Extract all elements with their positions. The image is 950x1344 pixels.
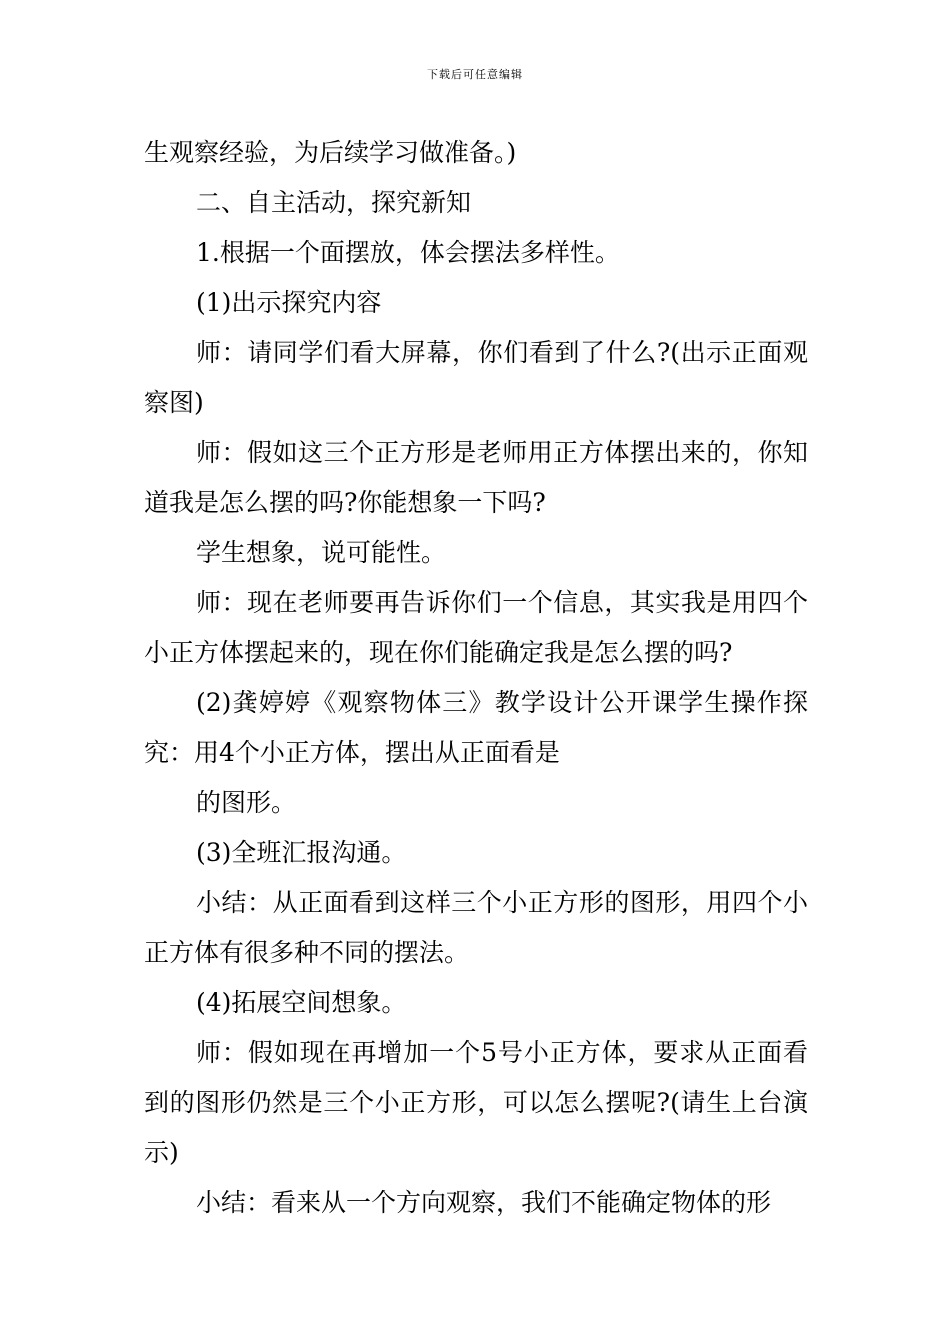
- summary-text: 小结：看来从一个方向观察，我们不能确定物体的形: [196, 1188, 772, 1217]
- step-heading: (1)出示探究内容: [196, 288, 382, 317]
- student-activity: 学生想象，说可能性。: [196, 538, 447, 567]
- step-heading: (3)全班汇报沟通。: [196, 838, 407, 867]
- document-body: [144, 128, 808, 1228]
- subsection-heading: 1.根据一个面摆放，体会摆法多样性。: [196, 238, 620, 267]
- teacher-dialogue: 师：请同学们看大屏幕，你们看到了什么?(出示正面观察图): [144, 338, 808, 417]
- teacher-dialogue: 师：现在老师要再告诉你们一个信息，其实我是用四个小正方体摆起来的，现在你们能确定我是怎么摆的吗?: [144, 588, 808, 667]
- step-heading: (2)龚婷婷《观察物体三》教学设计公开课学生操作探究：用4个小正方体，摆出从正面看是: [144, 688, 808, 767]
- teacher-dialogue: 师：假如这三个正方形是老师用正方体摆出来的，你知道我是怎么摆的吗?你能想象一下吗?: [144, 438, 808, 517]
- step-heading: (4)拓展空间想象。: [196, 988, 407, 1017]
- page-header-note: 下载后可任意编辑: [427, 68, 523, 81]
- summary-text: 小结：从正面看到这样三个小正方形的图形，用四个小正方体有很多种不同的摆法。: [144, 888, 808, 967]
- paragraph-text: 的图形。: [196, 788, 297, 817]
- section-heading: 二、自主活动，探究新知: [196, 188, 472, 217]
- teacher-dialogue: 师：假如现在再增加一个5号小正方体，要求从正面看到的图形仍然是三个小正方形，可以怎么摆呢?(请生上台演示): [144, 1038, 808, 1167]
- paragraph-continuation: 生观察经验，为后续学习做准备。): [144, 138, 517, 167]
